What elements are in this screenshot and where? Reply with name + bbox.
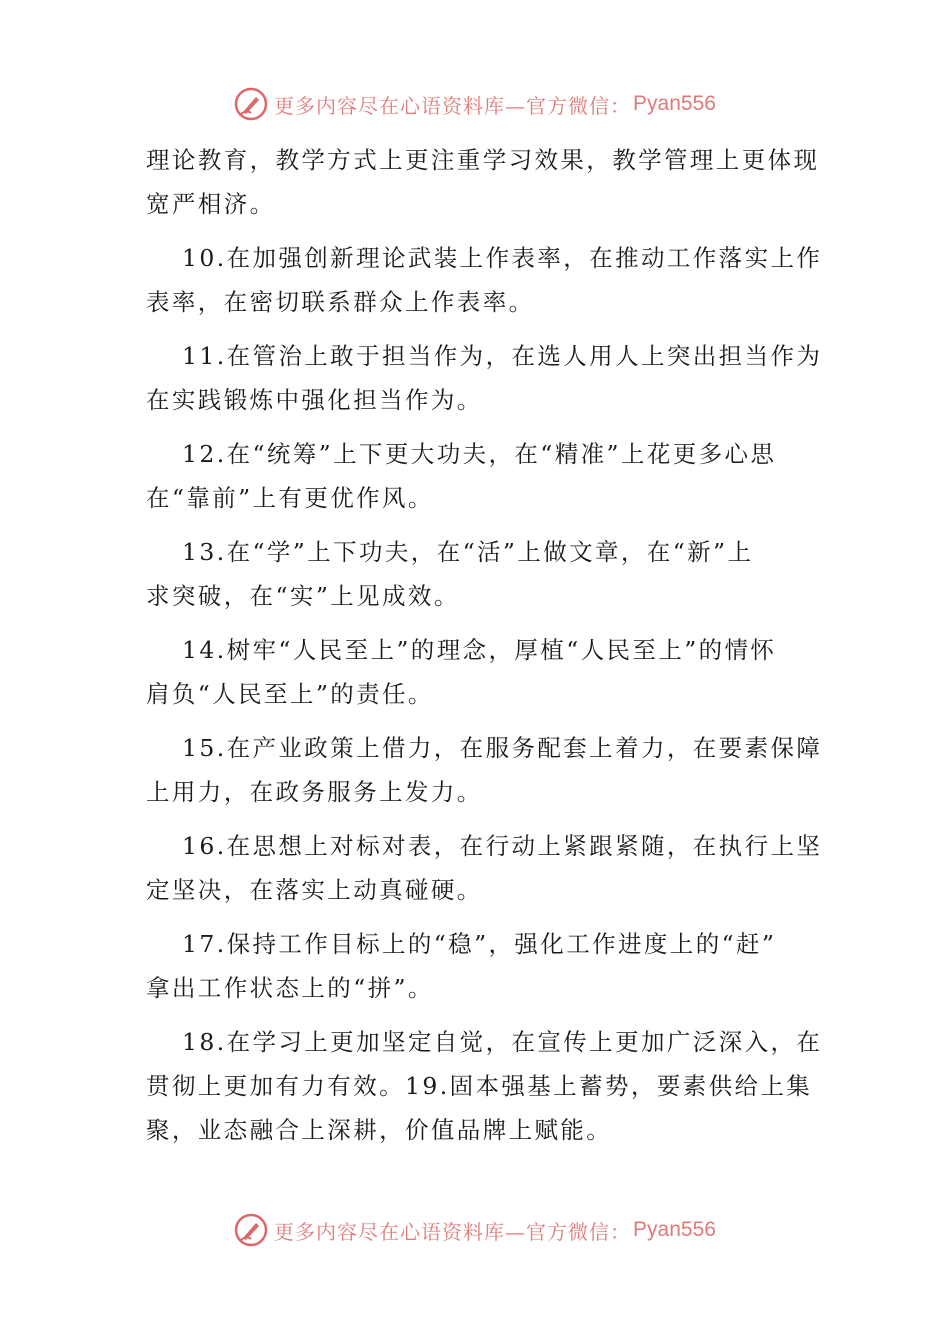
paragraph-line: 肩负“人民至上”的责任。: [146, 680, 434, 708]
paragraph-line: 18.在学习上更加坚定自觉，在宣传上更加广泛深入，在: [182, 1028, 823, 1056]
footer-banner: [0, 1210, 950, 1250]
footer-wechat-id: Pyan556: [633, 1218, 716, 1241]
paragraph-line: 理论教育，教学方式上更注重学习效果，教学管理上更体现: [146, 146, 820, 174]
paragraph: [146, 1020, 823, 1152]
paragraph: [146, 432, 810, 520]
paragraph: [146, 922, 810, 1010]
paragraph-line: 12.在“统筹”上下更大功夫，在“精准”上花更多心思: [182, 440, 777, 468]
paragraph-line: 聚，业态融合上深耕，价值品牌上赋能。: [146, 1116, 613, 1144]
pen-logo-icon: [234, 87, 268, 121]
paragraph: [146, 334, 823, 422]
footer-banner-text: 更多内容尽在心语资料库—官方微信：: [274, 1219, 632, 1244]
paragraph-line: 13.在“学”上下功夫，在“活”上做文章，在“新”上: [182, 538, 754, 566]
header-wechat-id: Pyan556: [633, 92, 716, 115]
paragraph: [146, 628, 810, 716]
paragraph-line: 16.在思想上对标对表，在行动上紧跟紧随，在执行上坚: [182, 832, 823, 860]
document-body: [146, 138, 823, 1162]
paragraph-line: 贯彻上更加有力有效。19.固本强基上蓄势，要素供给上集: [146, 1072, 813, 1100]
paragraph-line: 上用力，在政务服务上发力。: [146, 778, 483, 806]
paragraph-line: 宽严相济。: [146, 190, 276, 218]
paragraph-line: 拿出工作状态上的“拼”。: [146, 974, 434, 1002]
paragraph-line: 在实践锻炼中强化担当作为。: [146, 386, 483, 414]
paragraph-line: 14.树牢“人民至上”的理念，厚植“人民至上”的情怀: [182, 636, 777, 664]
paragraph-line: 10.在加强创新理论武装上作表率，在推动工作落实上作: [182, 244, 823, 272]
paragraph: [146, 138, 820, 226]
header-banner: [0, 84, 950, 124]
paragraph-line: 17.保持工作目标上的“稳”，强化工作进度上的“赶”: [182, 930, 777, 958]
paragraph: [146, 236, 823, 324]
header-banner-text: 更多内容尽在心语资料库—官方微信：: [274, 93, 632, 118]
paragraph-line: 定坚决，在落实上动真碰硬。: [146, 876, 483, 904]
paragraph-line: 在“靠前”上有更优作风。: [146, 484, 434, 512]
paragraph: [146, 530, 810, 618]
paragraph-line: 表率，在密切联系群众上作表率。: [146, 288, 535, 316]
paragraph-line: 求突破，在“实”上见成效。: [146, 582, 460, 610]
paragraph-line: 11.在管治上敢于担当作为，在选人用人上突出担当作为: [182, 342, 823, 370]
paragraph-line: 15.在产业政策上借力，在服务配套上着力，在要素保障: [182, 734, 823, 762]
pen-logo-icon: [234, 1213, 268, 1247]
paragraph: [146, 824, 823, 912]
paragraph: [146, 726, 823, 814]
